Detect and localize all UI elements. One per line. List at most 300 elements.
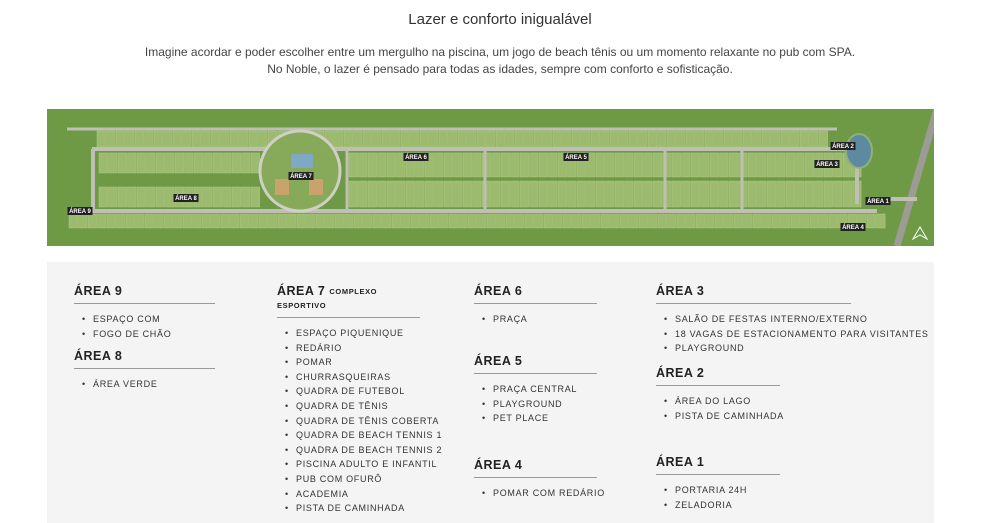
lot — [644, 181, 653, 207]
area-9 — [74, 284, 215, 341]
lot — [796, 153, 805, 177]
area-7-list — [277, 326, 443, 516]
lot — [577, 181, 586, 207]
lot — [349, 181, 358, 207]
lot — [810, 131, 819, 147]
intro-line-2: No Noble, o lazer é pensado para todas as idades, sempre com conforto e sofisticação. — [267, 62, 733, 76]
lot — [213, 187, 222, 207]
lot — [155, 214, 164, 228]
area-4 — [474, 458, 605, 501]
lot — [473, 153, 482, 177]
lot — [496, 131, 505, 147]
lot — [596, 181, 605, 207]
lot — [672, 153, 681, 177]
lot — [734, 214, 743, 228]
amenity-item: • POMAR COM REDÁRIO — [474, 486, 597, 501]
amenity-item: • PLAYGROUND — [474, 397, 597, 412]
lot — [611, 214, 620, 228]
lot — [582, 131, 591, 147]
lot — [193, 214, 202, 228]
lot — [401, 131, 410, 147]
lot — [242, 153, 251, 173]
lot — [563, 214, 572, 228]
lot — [620, 214, 629, 228]
lot — [705, 131, 714, 147]
lot — [763, 214, 772, 228]
lot — [392, 214, 401, 228]
lot — [648, 131, 657, 147]
lot — [539, 181, 548, 207]
area-7-title — [277, 284, 420, 318]
lot — [753, 131, 762, 147]
lot — [639, 214, 648, 228]
lot — [382, 131, 391, 147]
lot — [544, 214, 553, 228]
map-label: ÁREA 3 — [816, 162, 838, 169]
amenity-item: • PRAÇA — [474, 312, 597, 327]
lot — [378, 153, 387, 177]
lot — [156, 187, 165, 207]
map-label: ÁREA 2 — [832, 144, 854, 151]
lot — [706, 214, 715, 228]
lot — [107, 131, 116, 147]
lot — [634, 153, 643, 177]
lot — [363, 131, 372, 147]
lot — [232, 187, 241, 207]
lot — [421, 214, 430, 228]
lot — [696, 131, 705, 147]
lot — [687, 214, 696, 228]
lot — [554, 214, 563, 228]
area-7-heading: ÁREA 7 — [277, 284, 326, 298]
lot — [867, 214, 876, 228]
lot — [606, 153, 615, 177]
lot — [99, 187, 108, 207]
lot — [530, 153, 539, 177]
lot — [147, 187, 156, 207]
lot — [117, 214, 126, 228]
lot — [354, 131, 363, 147]
lot — [596, 153, 605, 177]
lot — [701, 153, 710, 177]
lot — [231, 214, 240, 228]
area-6-title: ÁREA 6 — [474, 284, 597, 304]
amenity-item: • QUADRA DE BEACH TENNIS 1 — [277, 428, 420, 443]
lot — [748, 181, 757, 207]
area-5 — [474, 354, 597, 426]
area-1 — [656, 455, 780, 512]
lot — [411, 214, 420, 228]
lot — [610, 131, 619, 147]
lot — [449, 131, 458, 147]
lot — [568, 181, 577, 207]
lot — [440, 214, 449, 228]
lot — [777, 181, 786, 207]
amenity-item: • QUADRA DE TÊNIS — [277, 399, 420, 414]
lot — [383, 214, 392, 228]
lot — [211, 131, 220, 147]
lot — [525, 131, 534, 147]
lot — [758, 181, 767, 207]
lot — [572, 131, 581, 147]
lot — [378, 181, 387, 207]
lot — [781, 131, 790, 147]
area-8-list — [74, 377, 215, 392]
lot — [497, 214, 506, 228]
lot — [620, 131, 629, 147]
lot — [439, 131, 448, 147]
lot — [251, 153, 260, 173]
lot — [402, 214, 411, 228]
amenity-item: • 18 VAGAS DE ESTACIONAMENTO PARA VISITANTES — [656, 327, 851, 342]
lot — [815, 181, 824, 207]
lot — [164, 214, 173, 228]
map-label: ÁREA 5 — [565, 155, 587, 162]
lot — [223, 153, 232, 173]
lot — [364, 214, 373, 228]
lot — [221, 214, 230, 228]
lot — [349, 153, 358, 177]
lot — [653, 153, 662, 177]
lot — [800, 131, 809, 147]
lot — [729, 153, 738, 177]
amenity-item: • PRAÇA CENTRAL — [474, 382, 597, 397]
lot — [269, 214, 278, 228]
lot — [511, 153, 520, 177]
lot — [639, 131, 648, 147]
map-label: ÁREA 9 — [69, 209, 91, 216]
lot — [458, 131, 467, 147]
lot — [696, 214, 705, 228]
lot — [691, 181, 700, 207]
lot — [478, 214, 487, 228]
amenity-item: • PET PLACE — [474, 411, 597, 426]
area-4-title: ÁREA 4 — [474, 458, 597, 478]
amenity-item: • ÁREA DO LAGO — [656, 394, 780, 409]
lot — [791, 214, 800, 228]
lot — [601, 131, 610, 147]
lot — [492, 181, 501, 207]
lot — [126, 214, 135, 228]
lot — [411, 131, 420, 147]
lot — [601, 214, 610, 228]
intro-text — [0, 44, 1000, 78]
map-label: ÁREA 8 — [175, 196, 197, 203]
lot — [720, 181, 729, 207]
amenity-item: • PORTARIA 24H — [656, 483, 780, 498]
lot — [563, 131, 572, 147]
lot — [387, 181, 396, 207]
lot — [387, 153, 396, 177]
amenity-item: • FOGO DE CHÃO — [74, 327, 215, 342]
lot — [183, 214, 192, 228]
area-5-list — [474, 382, 597, 426]
amenity-item: • ZELADORIA — [656, 498, 780, 513]
lot — [677, 214, 686, 228]
amenity-item: • QUADRA DE BEACH TENNIS 2 — [277, 443, 420, 458]
lot — [154, 131, 163, 147]
lot — [629, 131, 638, 147]
lot — [307, 214, 316, 228]
lot — [430, 131, 439, 147]
lot — [834, 181, 843, 207]
lot — [487, 214, 496, 228]
lot — [520, 181, 529, 207]
site-map — [47, 109, 934, 246]
lot — [520, 153, 529, 177]
lot — [99, 153, 108, 173]
lot — [634, 181, 643, 207]
amenity-item: • ACADEMIA — [277, 487, 420, 502]
lot — [335, 214, 344, 228]
lot — [107, 214, 116, 228]
lot — [109, 187, 118, 207]
lot — [762, 131, 771, 147]
lot — [250, 214, 259, 228]
lot — [810, 214, 819, 228]
court-shape-2 — [309, 179, 323, 195]
lot — [843, 181, 852, 207]
lot — [644, 153, 653, 177]
lot — [406, 181, 415, 207]
lot — [230, 131, 239, 147]
lot — [801, 214, 810, 228]
map-label: ÁREA 4 — [842, 225, 864, 232]
lot — [88, 214, 97, 228]
lot — [772, 131, 781, 147]
lot — [397, 181, 406, 207]
lot — [534, 131, 543, 147]
lot — [242, 187, 251, 207]
amenity-item: • PISCINA ADULTO E INFANTIL — [277, 457, 420, 472]
amenity-item: • ÁREA VERDE — [74, 377, 215, 392]
amenity-item: • REDÁRIO — [277, 341, 420, 356]
area-7-subtitle: COMPLEXO ESPORTIVO — [277, 287, 378, 310]
map-label: ÁREA 7 — [290, 174, 312, 181]
lot — [116, 131, 125, 147]
lot — [492, 153, 501, 177]
lot — [326, 214, 335, 228]
area-9-list — [74, 312, 215, 341]
lot — [278, 214, 287, 228]
lot — [558, 181, 567, 207]
amenity-item: • QUADRA DE TÊNIS COBERTA — [277, 414, 420, 429]
lot — [194, 153, 203, 173]
area-2 — [656, 366, 784, 423]
lot — [615, 181, 624, 207]
section-title: Lazer e conforto inigualável — [408, 11, 592, 28]
lot — [202, 214, 211, 228]
lot — [877, 214, 886, 228]
lot — [516, 214, 525, 228]
lot — [240, 131, 249, 147]
lot — [251, 187, 260, 207]
lot — [553, 131, 562, 147]
lot — [791, 131, 800, 147]
lot — [137, 153, 146, 173]
lot — [185, 153, 194, 173]
map-label: ÁREA 6 — [405, 155, 427, 162]
lot — [829, 214, 838, 228]
lot — [173, 131, 182, 147]
lot — [454, 153, 463, 177]
lot — [335, 131, 344, 147]
lot — [506, 131, 515, 147]
lot — [69, 214, 78, 228]
lot — [249, 131, 258, 147]
lot — [606, 181, 615, 207]
sports-complex — [260, 131, 340, 211]
lot — [373, 214, 382, 228]
lot — [79, 214, 88, 228]
amenity-item: • PLAYGROUND — [656, 341, 851, 356]
lot — [658, 131, 667, 147]
lot — [135, 131, 144, 147]
lot — [118, 153, 127, 173]
lot — [136, 214, 145, 228]
lot — [166, 187, 175, 207]
lot — [772, 214, 781, 228]
lot — [192, 131, 201, 147]
amenity-item: • QUADRA DE FUTEBOL — [277, 384, 420, 399]
lot — [473, 181, 482, 207]
lot — [725, 214, 734, 228]
lot — [819, 131, 828, 147]
lot — [625, 153, 634, 177]
area-8-title: ÁREA 8 — [74, 349, 215, 369]
lot — [430, 214, 439, 228]
area-8 — [74, 349, 215, 392]
lot — [786, 181, 795, 207]
lot — [416, 181, 425, 207]
lot — [767, 181, 776, 207]
lot — [175, 153, 184, 173]
lot — [368, 153, 377, 177]
lot — [147, 153, 156, 173]
lot — [777, 153, 786, 177]
lot — [109, 153, 118, 173]
lot — [174, 214, 183, 228]
lot — [444, 181, 453, 207]
lot — [501, 153, 510, 177]
lot — [786, 153, 795, 177]
lot — [240, 214, 249, 228]
lake-shape — [846, 134, 872, 168]
lot — [137, 187, 146, 207]
lot — [221, 131, 230, 147]
lot — [525, 214, 534, 228]
lot — [368, 181, 377, 207]
lot — [316, 214, 325, 228]
amenity-item: • SALÃO DE FESTAS INTERNO/EXTERNO — [656, 312, 851, 327]
lot — [145, 131, 154, 147]
lot — [724, 131, 733, 147]
lot — [734, 131, 743, 147]
amenity-item: • POMAR — [277, 355, 420, 370]
amenity-item: • PISTA DE CAMINHADA — [277, 501, 420, 516]
lot — [805, 153, 814, 177]
lot — [591, 131, 600, 147]
area-1-list — [656, 483, 780, 512]
lot — [145, 214, 154, 228]
lot — [744, 214, 753, 228]
lot — [435, 153, 444, 177]
lot — [501, 181, 510, 207]
area-3-title: ÁREA 3 — [656, 284, 851, 304]
pool-shape — [291, 154, 313, 168]
area-6 — [474, 284, 597, 327]
lot — [767, 153, 776, 177]
lot — [682, 153, 691, 177]
lot — [373, 131, 382, 147]
lot — [615, 153, 624, 177]
lot — [506, 214, 515, 228]
intro-line-1: Imagine acordar e poder escolher entre um mergulho na piscina, um jogo de beach tênis ou um momento relaxante no pub com SPA. — [144, 45, 856, 59]
lot — [126, 131, 135, 147]
lot — [118, 187, 127, 207]
lot — [667, 131, 676, 147]
lot — [213, 153, 222, 173]
lot — [344, 131, 353, 147]
lot — [630, 214, 639, 228]
lot — [204, 153, 213, 173]
lot — [259, 131, 268, 147]
lot — [729, 181, 738, 207]
lot — [549, 153, 558, 177]
lot — [359, 181, 368, 207]
lot — [204, 187, 213, 207]
lot — [530, 181, 539, 207]
lot — [164, 131, 173, 147]
lot — [539, 153, 548, 177]
lot — [544, 131, 553, 147]
lot — [715, 214, 724, 228]
lot — [297, 214, 306, 228]
lot — [820, 214, 829, 228]
lot — [166, 153, 175, 173]
lot — [549, 181, 558, 207]
lot — [463, 153, 472, 177]
lot — [515, 131, 524, 147]
lot — [359, 153, 368, 177]
lot — [710, 153, 719, 177]
lot — [573, 214, 582, 228]
lot — [459, 214, 468, 228]
lot — [477, 131, 486, 147]
lot — [748, 153, 757, 177]
lot — [672, 181, 681, 207]
lot — [658, 214, 667, 228]
amenity-item: • ESPAÇO COM — [74, 312, 215, 327]
lot — [677, 131, 686, 147]
lot — [587, 181, 596, 207]
lot — [625, 181, 634, 207]
lot — [454, 181, 463, 207]
amenity-item: • CHURRASQUEIRAS — [277, 370, 420, 385]
lot — [710, 181, 719, 207]
lot — [649, 214, 658, 228]
lot — [97, 131, 106, 147]
lot — [449, 214, 458, 228]
area-7 — [277, 284, 443, 516]
amenity-item: • PUB COM OFURÔ — [277, 472, 420, 487]
lot — [753, 214, 762, 228]
lot — [468, 214, 477, 228]
lot — [183, 131, 192, 147]
lot — [720, 153, 729, 177]
lot — [128, 187, 137, 207]
lot — [212, 214, 221, 228]
